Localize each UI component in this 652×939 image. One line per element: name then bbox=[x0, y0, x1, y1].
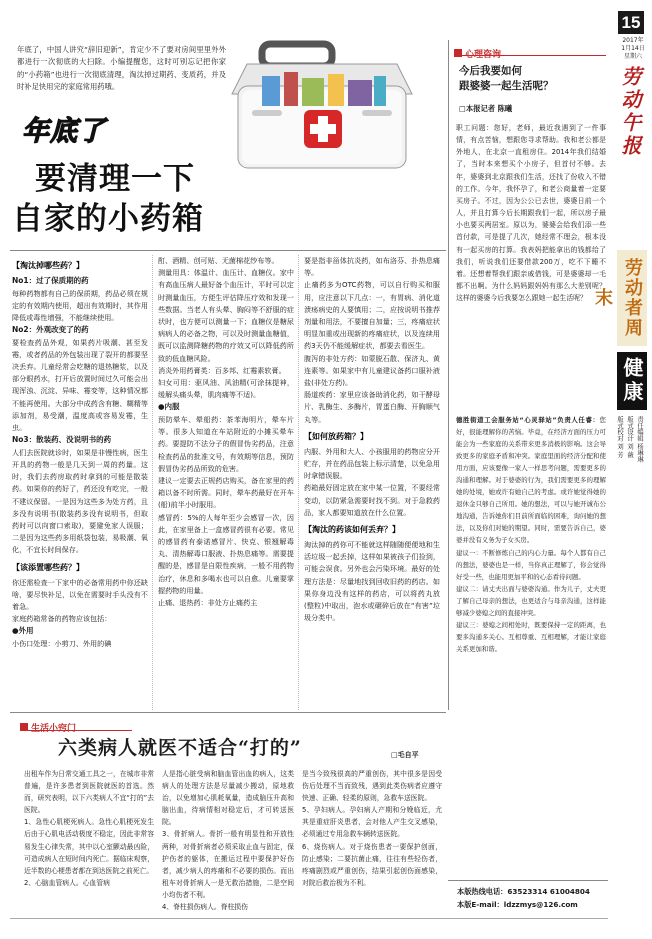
issue-day: 1月14日 bbox=[621, 45, 645, 52]
subheading: ●内服 bbox=[158, 402, 180, 412]
issue-weekday: 星期六 bbox=[623, 53, 642, 60]
article2-answer-unit: 德胜街道工会服务站“心灵驿站”负责人任睿： bbox=[456, 416, 600, 424]
editor-credits: 责任编辑 杨琳琳 版式设计 刘 薇 版式校对 刘 芳 bbox=[616, 416, 643, 463]
subheading: ●外用 bbox=[12, 626, 34, 636]
article1-intro: 年底了，中国人讲究“辞旧迎新”，肯定少不了要对房间里里外外都进行一次彻底的大扫除。小编提醒您，这时可别忘记把你家的“小药箱”也进行一次彻底清理，淘汰掉过期药、变质药，并及时补足快用完的家庭常用药哦。 bbox=[17, 45, 226, 92]
article1-column-1 bbox=[12, 255, 148, 650]
paragraph: 酊、酒精、创可贴、无菌棉花纱布等。 测量用具：体温计、血压计、血糖仪。家中有高血压病人最好备个血压计，平时可以定时测量血压，方便生评估降压疗效和发现一些数据。当老人有头晕、胸闷等不舒服的症状时，也方便可以测量一下；血糖仪是糖尿病病人的必备之物，可以及时测量血糖值，既可以监测降糖药物的疗效又可以降低药所致的低血糖风险。 消炎外用药膏类：百多邦、红霉素软膏。 妇女可用：驱风油、风油精(可涂抹提神，缓解头痛头晕，肌肉痛等不适)。 bbox=[158, 256, 294, 400]
article2-left-rule bbox=[448, 40, 449, 710]
hotline-email bbox=[457, 899, 578, 911]
article3-top-rule bbox=[10, 712, 446, 713]
article1-title-line1: 要清理一下 bbox=[35, 161, 195, 197]
section-heading: 【淘汰的药该如何丢弃？】 bbox=[304, 525, 400, 535]
hotline-email-address[interactable]: ldzzmys@126.com bbox=[503, 900, 578, 909]
section-heading: 【淘汰掉哪些药？】 bbox=[12, 261, 84, 270]
article2-answer bbox=[456, 414, 606, 655]
hotline-rule bbox=[448, 880, 608, 881]
paragraph: 要是指非甾体抗炎药，如布洛芬、扑热息痛等。 止痛药多为OTC药物，可以自行购买和服用，应注意以下几点：一，有胃病、消化道溃疡病史的人要慎用；二，应按说明书推荐剂量和用法，不要擅自加量；三，疼痛症状明显加重或出现新的疼痛症状，以及连续用药3天仍不能缓解症状，都要去看医生。 腹泻的非处方药：如蒙脱石散、保济丸、黄连素等。如果家中有儿童建议备药口服补液盐(非处方药)。 肠道疾药：家里应该备助消化药，如干酵母片、乳酶生、多酶片，胃蛋白酶、开胸顺气丸等。 bbox=[304, 256, 440, 424]
article2-question: 职工问题：您好，老师，最近我遇到了一件事情，有点苦恼，想跟您寻求帮助。我和老公都是外地人，在北京一直租房住。2014年我们结婚了，当时本来想买个小房子，但首付不够。去年，婆婆到北京跟我们生活，还找了份收入不错的工作。今年，我怀孕了，和老公商量着一定要买房子。不过，因为公公已去世，婆婆日前一个人，并且打算今后长期跟我们一起，所以房子最小也要买两居室。原以为，婆婆会给我们添一些首付款，可是提了几次，她经常不理会，根本没有一起买房的打算。我表妈把能拿出的钱都给了我们，听说我们还要借款200万，吃不下睡不着。还想着帮我们跟亲戚借钱，可是婆婆却一毛都不出啊。为什么妈妈跟妈妈有那么大差别呢？这样的婆婆今后我要怎么跟她一起生活呢？ bbox=[456, 124, 606, 303]
medicine-box-icon bbox=[222, 36, 422, 176]
article2-kicker: 心理咨询 bbox=[465, 50, 502, 60]
article1-title-line2: 自家的小药箱 bbox=[12, 201, 204, 237]
paragraph: 人们去医院就诊时，如果是非慢性病，医生开具的药物一般是几天到一周的药量。这时，我们去药房取药时拿到的可能是散装药。如果你的药好了，药还没有吃完，一般不建议保留。一是因为这些多为处方药，且多没有说明书(散装药多没有说明书，但取药时可以向窗口索取)，要避免家人误服；二是因为这些药多用纸袋包装，易吸潮、氧化，不宜长时间保存。 bbox=[12, 447, 148, 555]
hotline-phone-number: 63523314 61004804 bbox=[507, 887, 590, 896]
article3-byline: □毛自平 bbox=[391, 751, 419, 759]
paragraph: 小伤口处理：小剪刀、外用的碘 bbox=[12, 638, 112, 648]
paragraph: 淘汰掉的药你可不能就这样随随便便地和生活垃圾一起丢掉，这样如果被孩子们捡到，可能会误食。另外也会污染环境。最好的处理方法是：尽量地找到回收旧药的药店。如果你身边没有这样的药店，可以将药丸放(整粒)中取出，泡水或碾碎后放在“有害”垃圾分类中。 bbox=[304, 540, 440, 623]
issue-date bbox=[618, 37, 648, 61]
page-bottom-rule bbox=[10, 918, 608, 919]
article1-top-rule bbox=[10, 250, 446, 251]
paragraph: 预防晕车、晕船药：茶苯海明片，晕车片等。很多人知道在车站附近的小摊买晕车药。要提防不法分子的假冒伪劣药品，注意检查药品的批准文号，有效期等信息，预防假冒伪劣药品所致的危害。 建议一定要去正规药店购买，备在家里的药箱以备不时所需。同时，晕车药最好在开车(船)前半小时服用。 感冒药：5%的人每年至少会感冒一次，因此，在家里备上一盒感冒药很有必要。常见的感冒药有泰诺感冒片、快克、银翘解毒丸、清热解毒口服液、扑热息痛等。需要提醒的是，感冒是自限性疾病，一般不用药物治疗，休息和多喝水也可以自愈。儿童要掌握药物的用量。 止痛、退热药：非处方止痛药主 bbox=[158, 414, 294, 607]
paper-name-logo: 劳动午报 bbox=[618, 66, 642, 158]
paragraph: 你还需检查一下家中的必备常用药中你还缺啥，要尽快补足，以免在需要时手头没有不着急。 家庭药箱常备的药物应该包括： bbox=[12, 577, 148, 624]
hotline-email-label: 本版E-mail： bbox=[457, 900, 504, 909]
article3-column-2: 人是指心脏受病和脑血管出血的病人，这类病人的处理方法是尽量减少搬动，原地救治，以免增加心肌耗氧量，造成脑压升高和脑出血，待病情相对稳定后，才可转送医院。 3、骨折病人。骨折一般有明显性和开放性两种，对骨折病者必须采取止血与固定，保护伤者的躯体，在搬运过程中要保护好伤者，减少病人的疼痛和不必要的损伤。而出租车对骨折病人一是无救治措施，二是空间小均伤者不利。 4、脊柱损伤病人。脊柱损伤 bbox=[162, 770, 294, 912]
article2-byline: □本报记者 陈曦 bbox=[459, 104, 513, 113]
subheading: No1：过了保质期的药 bbox=[12, 276, 89, 285]
paragraph: 要检查药品外观，如果药片吸潮、甚至发霉，或者药品的外包装出现了裂开的都要坚决丢弃。儿童经常会吃糖的退热糖浆，以及部分眼药水，打开后放置时间过久可能会出现浑浊、沉淀、异味、霉变等，这种情况都不能再使用。大部分中成药含有糖、糊精等添加剂，易受潮，温度高或容易发霉，生虫。 bbox=[12, 337, 148, 433]
kicker-square-icon bbox=[20, 723, 28, 731]
article2-title: 今后我要如何 跟婆婆一起生活呢？ bbox=[459, 65, 554, 92]
paragraph: 内服、外用和大人、小孩服用的药物应分开贮存，并在药品包装上标示清楚，以免急用时拿错误服。 药箱最好固定放在家中某一位置，不要经常变动，以防紧急需要时找不到。对于急救药品，家人都要知道放在什么位置。 bbox=[304, 446, 440, 517]
hotline-phone-label: 本版热线电话： bbox=[457, 887, 508, 896]
article3-kicker: 生活小窍门 bbox=[31, 724, 77, 734]
kicker-square-icon bbox=[454, 49, 462, 57]
article2-kicker-bar bbox=[454, 42, 606, 60]
article3-title: 六类病人就医不适合“打的” bbox=[58, 737, 302, 759]
section-heading: 【该添置哪些药？】 bbox=[12, 562, 84, 572]
page-number-badge: 15 bbox=[618, 11, 644, 34]
article3-column-1: 出租车作为日常交通工具之一，在城市非常普遍，是许多患者到医院就医的首选。然而，研究表明，以下六类病人不宜“打的”去医院。 1、急性心肌梗死病人。急性心肌梗死发生后由于心肌电活动极度不稳定，因此非常容易发生心律失常，其中以心室颤动最凶险，可造成病人在短时间内死亡。据临床观察，近半数的心梗患者都在到达医院之前死亡。 2、心脑血管病人。心血管病 bbox=[24, 770, 154, 887]
article1-column-rule bbox=[298, 255, 299, 710]
article2-answer-text: 您好，很能理解你的苦恼。毕竟，在经济方面的压力可能会为一些家庭的关系带来更多消极的影响。这会导致更多的家庭矛盾和冲突。家庭里面的经济分配和使用方面，应该要像一家人一样思考问题，需要更多的沟通和理解。对于婆婆的行为，我们需要更多的理解她的处境，她或许有她自己的考虑。或许她觉得她的退休金只够自己所用。她的想法，可以与她开诚布公地沟通，告诉她你们目前所面临的困难，询问她的想法，以及你们对她的期望。同时，需要告诉自己，婆婆并没有义务为子女买房。 建议一：不断修炼自己的内心力量。每个人都有自己的想法，婆婆也是一样，当你真正理解了，你会觉得好受一些，也能用更加平和的心态看待问题。 建议二：请丈夫出面与婆婆沟通。作为儿子，丈夫更了解自己母亲的想法，也更适合与母亲沟通，这样能够减少婆媳之间的直接冲突。 建议三：婆媳之间相处时，既要保持一定的距离，也要多沟通多关心。互相尊重、互相理解，才能让家庭关系更加和谐。 bbox=[456, 416, 606, 653]
article1-column-2 bbox=[158, 255, 294, 609]
subheading: No2：外观改变了的药 bbox=[12, 325, 89, 335]
paragraph: 每种药物都有自己的保质期，药品必须在规定的有效期内使用，超出有效期时，其作用降低或毒性增强，不能继续使用。 bbox=[12, 288, 148, 322]
section-name-tag: 健康 bbox=[617, 352, 647, 410]
hotline-phone bbox=[457, 886, 590, 898]
subheading: No3：散装药、没说明书的药 bbox=[12, 435, 112, 445]
article1-column-rule bbox=[152, 255, 153, 710]
issue-year: 2017年 bbox=[622, 37, 644, 44]
section-heading: 【如何放药箱？】 bbox=[304, 431, 368, 441]
article3-kicker-bar bbox=[20, 716, 132, 734]
article3-column-3: 是当今致残很高的严重创伤，其中很多是因受伤后处理不当而致残，遇到此类伤病者应遵守快速、正确、轻柔的原则，急救车送医院。 5、孕妇病人。孕妇病人产期和分娩临近，尤其是重症肝炎患者，会对他人产生交叉感染，必须通过专用急救车辆转送医院。 6、烧伤病人。对于烧伤患者一要保护创面，防止感染；二要抗菌止痛，往往有些轻伤者，疼痛剧烈或严重创伤，结果引起创伤面感染，对院后救治极为不利。 bbox=[302, 770, 442, 887]
article1-column-3 bbox=[304, 255, 440, 624]
column-name-tag: 劳动者周末 bbox=[617, 250, 647, 346]
article1-kicker: 年底了 bbox=[22, 116, 106, 147]
medicine-box-illustration bbox=[222, 36, 422, 176]
